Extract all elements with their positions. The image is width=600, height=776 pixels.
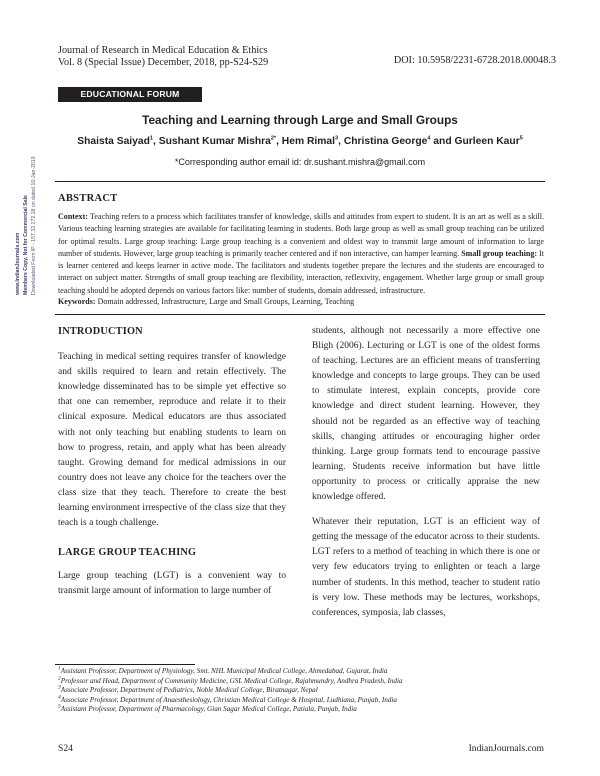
footnote [58,705,544,715]
sidebar-downloaded: Downloaded From IP - 157.32.172.18 on dated 10-Jan-2019 [31,156,37,295]
footnote-rule [55,664,195,665]
author-name: Sushant Kumar Mishra [158,136,271,147]
intro-paragraph: Teaching in medical setting requires transfer of knowledge and skills required to learn and retain effectively. The knowledge disseminated has to be simple yet effective so that one can remember, reproduce and relate it to their clinical exposure. Medical educators are thus associated with not only teaching but enabling students to learn on how to progress, retain, and apply what has been already taught. Growing demand for medical admissions in our country does not leave any choice for the teachers over the class size that they teach. Therefore to create the best learning environment irrespective of the class size that they teach is a tough challenge. [58,352,286,529]
col2-paragraph-1: students, although not necessarily a more effective one Bligh (2006). Lecturing or LGT is one of the oldest forms of teaching. Lectures are an efficient means of transferring knowledge and concepts to large groups. They can be used to stimulate interest, explain concepts, provide core knowledge and direct student learning. However, they should not be regarded as an effective way of teaching skills, changing attitudes or encouraging higher order thinking. Large group formats tend to encourage passive learning. Students receive information but have little opportunity to process or critically appraise the new knowledge offered. [312,326,540,503]
abstract-text [58,211,544,297]
footnote-text: Associate Professor, Department of Anaesthesiology, Christian Medical College & Hospital, Ludhiana, Punjab, India [60,695,397,704]
body-column-right [312,324,540,629]
footnote-number: 5 [58,704,61,710]
footnotes [58,667,544,715]
footnote [58,696,544,706]
footnote-text: Professor and Head, Department of Community Medicine, GSL Medical College, Rajahmundry, Andhra Pradesh, India [60,676,403,685]
keywords [58,296,544,308]
context-text: Teaching refers to a process which facilitates transfer of knowledge, skills and attitudes from expert to student. It is an art as well as a skill. Various teaching learning strategies are available for facilitating learning in students. Both large group as well as small group teaching can be utilized for optimal results. Large group teaching: Large group teaching is a convenient and oldest way to transmit large amount of information to large number of students. However, large group teaching is primarily teacher centered and if non interactive, can hamper learning. [58,212,544,258]
author-separator: , [338,136,344,147]
footnote [58,686,544,696]
lgt-paragraph: Large group teaching (LGT) is a convenient way to transmit large amount of information to large number of [58,571,286,597]
small-group-text: It is learner centered and keeps learner in active mode. The facilitators and students together prepare the lectures and the students are encouraged to interact on subject matter. Strengths of small group teaching are flexibility, interaction, reflexivity, engagement. Whether large group or small group teaching should be adopted depends on various factors like: number of students, domain addressed, infrastructure. [58,248,545,295]
sidebar-members-copy: Members Copy, Not for Commercial Sale [23,195,29,295]
footnote-text: Associate Professor, Department of Pediatrics, Noble Medical College, Biratnagar, Nepal [60,686,318,695]
intro-heading: INTRODUCTION [58,326,143,337]
abstract-heading: ABSTRACT [58,193,118,204]
author-list [0,136,600,147]
body-column-left [58,324,286,608]
author-separator: and [430,136,455,147]
corresponding-author: *Corresponding author email id: dr.sushant.mishra@gmail.com [174,157,426,167]
footnote-text: Assistant Professor, Department of Pharmacology, Gian Sagar Medical College, Patiala, Punjab, India [60,705,357,714]
author-separator: , [152,136,159,147]
keywords-text: Domain addressed, Infrastructure, Large and Small Groups, Learning, Teaching [97,297,355,306]
author-separator: , [276,136,282,147]
page-number: S24 [58,743,73,754]
journal-name: Journal of Research in Medical Education & Ethics [58,45,268,56]
section-tag: EDUCATIONAL FORUM [58,87,202,102]
context-label: Context: [58,212,88,221]
author-affiliation: 3 [335,135,339,142]
author-name: Shaista Saiyad [77,136,150,147]
author-affiliation: 5 [519,135,523,142]
abstract-bottom-rule [55,314,545,315]
col2-paragraph-2: Whatever their reputation, LGT is an efficient way of getting the message of the educator across to their students. LGT refers to a method of teaching in which there is one or very few educators trying to enlighten or teach a large number of students. In this method, teacher to student ratio is very low. These methods may be lectures, workshops, conferences, symposia, lab classes, [312,517,540,618]
author-affiliation: 4 [427,135,431,142]
volume-line: Vol. 8 (Special Issue) December, 2018, pp-S24-S29 [58,57,269,68]
keywords-label: Keywords: [58,297,96,306]
footnote-number: 1 [58,665,61,672]
footnote-number: 3 [58,684,61,691]
article-title: Teaching and Learning through Large and Small Groups [142,113,458,127]
author-affiliation: 1 [149,135,153,142]
lgt-heading: LARGE GROUP TEACHING [58,547,197,559]
doi[interactable]: DOI: 10.5958/2231-6728.2018.00048.3 [393,55,556,66]
author-affiliation: 2* [270,135,277,142]
footer-site[interactable]: IndianJournals.com [468,743,544,754]
footnote [58,667,544,677]
footnote-number: 2 [58,675,61,682]
author-name: Hem Rimal [281,136,336,147]
small-group-label: Small group teaching: [461,248,538,258]
author-name: Gurleen Kaur [454,136,520,147]
abstract-top-rule [55,181,545,182]
footnote-text: Assistant Professor, Department of Physiology, Smt. NHL Municipal Medical College, Ahmedabad, Gujarat, India [60,667,388,675]
footnote [58,677,544,687]
author-name: Christina George [343,136,428,147]
footnote-number: 4 [58,694,61,701]
sidebar-site: www.IndianJournals.com [15,232,21,295]
